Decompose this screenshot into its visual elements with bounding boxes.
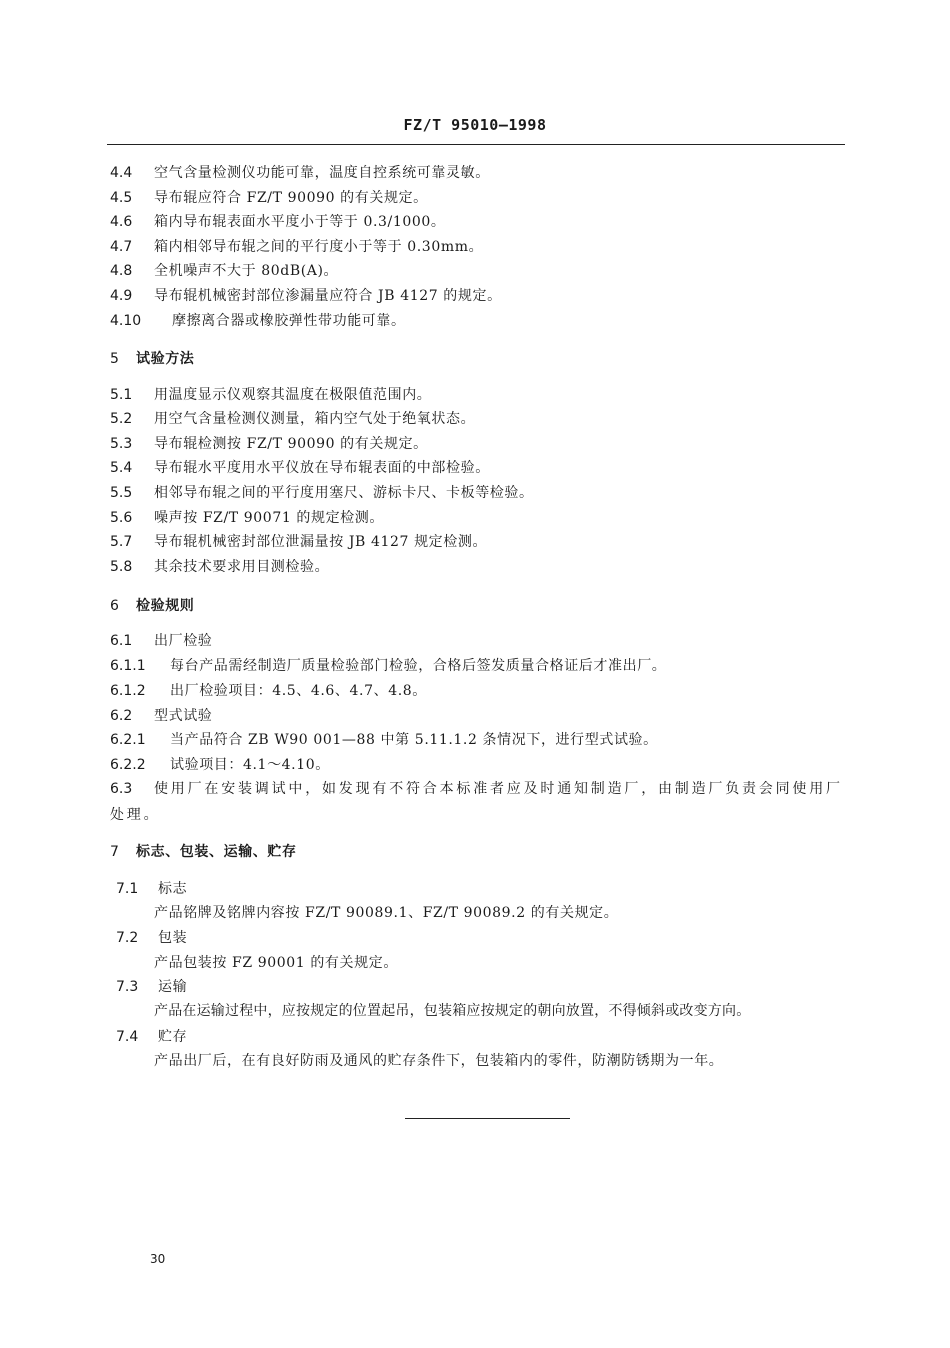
clause-number: 4.8 [110,263,133,279]
clause-text: 全机噪声不大于 80dB(A)。 [154,263,339,279]
clause-number: 4.10 [110,313,142,329]
clause-7-3 [116,978,187,996]
clause-7-2-body [154,954,398,972]
clause-number: 5.4 [110,460,133,476]
section-number: 5 [110,351,119,367]
clause-number: 4.5 [110,190,133,206]
clause-number: 5.6 [110,510,133,526]
header-rule [107,144,845,145]
clause-number: 4.4 [110,165,133,181]
clause-text: 产品出厂后，在有良好防雨及通风的贮存条件下，包装箱内的零件，防潮防锈期为一年。 [154,1053,724,1069]
clause-4-7 [110,238,483,256]
clause-text: 相邻导布辊之间的平行度用塞尺、游标卡尺、卡板等检验。 [154,485,534,501]
clause-text: 出厂检验 [154,633,213,649]
section-number: 7 [110,844,119,860]
clause-number: 4.6 [110,214,133,230]
clause-number: 4.9 [110,288,133,304]
clause-text: 导布辊机械密封部位渗漏量应符合 JB 4127 的规定。 [154,288,502,304]
clause-number: 5.7 [110,534,133,550]
clause-number: 4.7 [110,239,133,255]
clause-text: 产品包装按 FZ 90001 的有关规定。 [154,955,398,971]
clause-5-6 [110,509,384,527]
clause-5-5 [110,484,534,502]
clause-text: 箱内导布辊表面水平度小于等于 0.3/1000。 [154,214,446,230]
section-number: 6 [110,598,119,614]
clause-text: 导布辊检测按 FZ/T 90090 的有关规定。 [154,436,428,452]
clause-text: 运输 [158,979,188,995]
clause-number: 7.4 [116,1029,139,1045]
clause-text: 产品铭牌及铭牌内容按 FZ/T 90089.1、FZ/T 90089.2 的有关规定。 [154,905,619,921]
clause-number: 6.2.2 [110,757,146,773]
section-title: 检验规则 [136,598,195,614]
section-title: 标志、包装、运输、贮存 [136,844,297,860]
clause-number: 5.2 [110,411,133,427]
section-7-heading [110,843,297,861]
section-5-heading [110,350,194,368]
clause-number: 7.3 [116,979,139,995]
clause-text: 贮存 [158,1029,188,1045]
clause-6-1-1 [110,657,666,675]
section-6-heading [110,597,194,615]
clause-number: 7.2 [116,930,139,946]
clause-text: 噪声按 FZ/T 90071 的规定检测。 [154,510,384,526]
clause-6-3 [110,776,852,828]
clause-number: 5.3 [110,436,133,452]
clause-text: 包装 [158,930,188,946]
clause-6-2-2 [110,756,330,774]
clause-5-8 [110,558,329,576]
clause-text: 用空气含量检测仪测量，箱内空气处于绝氧状态。 [154,411,476,427]
clause-7-4-body [154,1052,723,1070]
clause-number: 5.5 [110,485,133,501]
clause-text: 产品在运输过程中，应按规定的位置起吊，包装箱应按规定的朝向放置，不得倾斜或改变方向。 [154,1003,751,1019]
clause-7-1 [116,880,187,898]
clause-number: 6.2 [110,708,133,724]
clause-4-5 [110,189,428,207]
clause-text: 用温度显示仪观察其温度在极限值范围内。 [154,387,432,403]
clause-number: 6.2.1 [110,732,146,748]
clause-text: 导布辊水平度用水平仪放在导布辊表面的中部检验。 [154,460,490,476]
clause-7-3-body [154,1002,750,1020]
clause-number: 6.1 [110,633,133,649]
standard-header: FZ/T 95010—1998 [403,116,547,134]
clause-7-2 [116,929,187,947]
clause-number: 6.1.1 [110,658,146,674]
clause-text: 空气含量检测仪功能可靠，温度自控系统可靠灵敏。 [154,165,490,181]
end-rule [405,1118,570,1119]
clause-text: 试验项目：4.1～4.10。 [170,757,330,773]
clause-4-6 [110,213,445,231]
clause-text: 其余技术要求用目测检验。 [154,559,330,575]
clause-5-2 [110,410,475,428]
clause-text: 箱内相邻导布辊之间的平行度小于等于 0.30mm。 [154,239,484,255]
clause-5-7 [110,533,487,551]
clause-5-4 [110,459,490,477]
clause-4-10 [110,312,406,330]
clause-text: 当产品符合 ZB W90 001—88 中第 5.11.1.2 条情况下，进行型式试验。 [170,732,658,748]
clause-6-1 [110,632,212,650]
clause-text: 使用厂在安装调试中，如发现有不符合本标准者应及时通知制造厂，由制造厂负责会同使用厂处理。 [110,781,843,823]
clause-7-1-body [154,904,618,922]
clause-text: 导布辊机械密封部位泄漏量按 JB 4127 规定检测。 [154,534,488,550]
clause-4-4 [110,164,490,182]
clause-number: 7.1 [116,881,139,897]
clause-6-2-1 [110,731,658,749]
clause-4-8 [110,262,338,280]
clause-number: 6.1.2 [110,683,146,699]
clause-6-2 [110,707,212,725]
clause-text: 每台产品需经制造厂质量检验部门检验，合格后签发质量合格证后才准出厂。 [170,658,667,674]
section-title: 试验方法 [136,351,195,367]
clause-7-4 [116,1028,187,1046]
clause-text: 导布辊应符合 FZ/T 90090 的有关规定。 [154,190,428,206]
clause-6-1-2 [110,682,427,700]
clause-text: 摩擦离合器或橡胶弹性带功能可靠。 [172,313,406,329]
clause-number: 5.8 [110,559,133,575]
clause-5-1 [110,386,431,404]
page-number: 30 [150,1252,166,1266]
clause-text: 标志 [158,881,188,897]
clause-text: 出厂检验项目：4.5、4.6、4.7、4.8。 [170,683,427,699]
clause-5-3 [110,435,428,453]
clause-text: 型式试验 [154,708,213,724]
clause-number: 5.1 [110,387,133,403]
clause-4-9 [110,287,502,305]
clause-number: 6.3 [110,781,133,797]
